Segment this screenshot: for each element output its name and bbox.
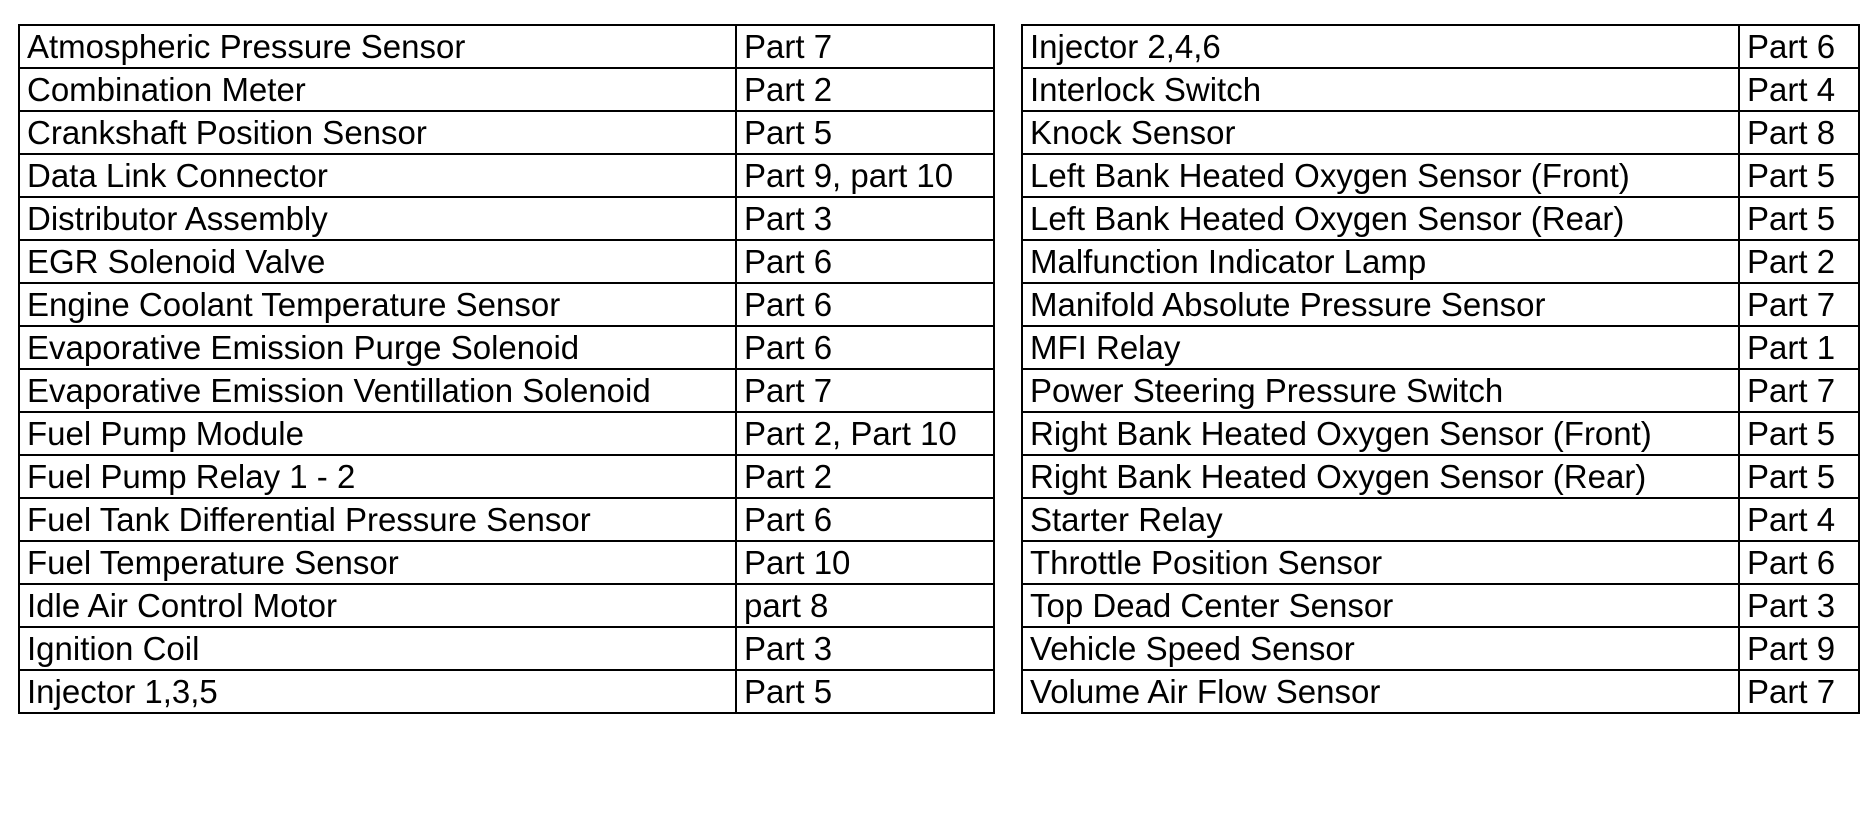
table-row: [1022, 197, 1859, 240]
component-name-cell: Injector 1,3,5: [19, 670, 736, 713]
part-reference-cell: Part 7: [736, 369, 994, 412]
part-reference-cell: Part 7: [736, 25, 994, 68]
part-reference-cell: Part 9: [1739, 627, 1859, 670]
component-name-cell: Left Bank Heated Oxygen Sensor (Rear): [1022, 197, 1739, 240]
part-reference-cell: Part 2, Part 10: [736, 412, 994, 455]
table-row: [1022, 369, 1859, 412]
table-row: [19, 670, 994, 713]
part-reference-cell: Part 3: [736, 197, 994, 240]
component-name-cell: Fuel Pump Relay 1 - 2: [19, 455, 736, 498]
component-name-cell: Left Bank Heated Oxygen Sensor (Front): [1022, 154, 1739, 197]
part-reference-cell: Part 5: [1739, 197, 1859, 240]
table-row: [1022, 670, 1859, 713]
table-row: [19, 68, 994, 111]
component-name-cell: Fuel Temperature Sensor: [19, 541, 736, 584]
part-reference-cell: part 8: [736, 584, 994, 627]
table-row: [19, 154, 994, 197]
component-name-cell: Evaporative Emission Ventillation Solenoid: [19, 369, 736, 412]
component-name-cell: Vehicle Speed Sensor: [1022, 627, 1739, 670]
component-name-cell: Fuel Pump Module: [19, 412, 736, 455]
part-reference-cell: Part 3: [1739, 584, 1859, 627]
table-row: [19, 584, 994, 627]
part-reference-cell: Part 7: [1739, 283, 1859, 326]
table-row: [19, 326, 994, 369]
table-row: [1022, 111, 1859, 154]
component-name-cell: Starter Relay: [1022, 498, 1739, 541]
component-name-cell: Crankshaft Position Sensor: [19, 111, 736, 154]
part-reference-cell: Part 6: [736, 240, 994, 283]
table-row: [1022, 68, 1859, 111]
component-name-cell: Idle Air Control Motor: [19, 584, 736, 627]
component-name-cell: Manifold Absolute Pressure Sensor: [1022, 283, 1739, 326]
table-row: [19, 197, 994, 240]
part-reference-cell: Part 4: [1739, 68, 1859, 111]
part-reference-cell: Part 6: [1739, 25, 1859, 68]
part-reference-cell: Part 7: [1739, 670, 1859, 713]
part-reference-cell: Part 6: [736, 326, 994, 369]
table-row: [19, 498, 994, 541]
part-reference-cell: Part 5: [1739, 154, 1859, 197]
component-name-cell: Knock Sensor: [1022, 111, 1739, 154]
table-row: [1022, 498, 1859, 541]
table-row: [19, 111, 994, 154]
table-row: [19, 455, 994, 498]
table-row: [1022, 25, 1859, 68]
part-reference-cell: Part 2: [1739, 240, 1859, 283]
component-name-cell: Right Bank Heated Oxygen Sensor (Front): [1022, 412, 1739, 455]
table-row: [1022, 584, 1859, 627]
component-name-cell: Throttle Position Sensor: [1022, 541, 1739, 584]
table-row: [19, 541, 994, 584]
part-reference-cell: Part 2: [736, 68, 994, 111]
table-row: [1022, 412, 1859, 455]
component-index-table-right: [1021, 24, 1860, 714]
part-reference-cell: Part 9, part 10: [736, 154, 994, 197]
component-name-cell: MFI Relay: [1022, 326, 1739, 369]
part-reference-cell: Part 6: [1739, 541, 1859, 584]
table-row: [1022, 240, 1859, 283]
table-row: [19, 240, 994, 283]
component-index-body-left: [19, 25, 994, 713]
table-row: [1022, 627, 1859, 670]
component-name-cell: Top Dead Center Sensor: [1022, 584, 1739, 627]
component-name-cell: EGR Solenoid Valve: [19, 240, 736, 283]
part-reference-cell: Part 3: [736, 627, 994, 670]
component-name-cell: Malfunction Indicator Lamp: [1022, 240, 1739, 283]
component-name-cell: Combination Meter: [19, 68, 736, 111]
component-name-cell: Power Steering Pressure Switch: [1022, 369, 1739, 412]
component-name-cell: Fuel Tank Differential Pressure Sensor: [19, 498, 736, 541]
component-name-cell: Evaporative Emission Purge Solenoid: [19, 326, 736, 369]
part-reference-cell: Part 5: [1739, 455, 1859, 498]
table-row: [1022, 455, 1859, 498]
table-row: [19, 283, 994, 326]
component-name-cell: Ignition Coil: [19, 627, 736, 670]
component-name-cell: Injector 2,4,6: [1022, 25, 1739, 68]
part-reference-cell: Part 4: [1739, 498, 1859, 541]
table-row: [19, 627, 994, 670]
table-row: [19, 369, 994, 412]
part-reference-cell: Part 8: [1739, 111, 1859, 154]
table-row: [1022, 326, 1859, 369]
table-row: [1022, 154, 1859, 197]
component-name-cell: Atmospheric Pressure Sensor: [19, 25, 736, 68]
component-name-cell: Engine Coolant Temperature Sensor: [19, 283, 736, 326]
component-name-cell: Volume Air Flow Sensor: [1022, 670, 1739, 713]
part-reference-cell: Part 6: [736, 498, 994, 541]
component-index-table-left: [18, 24, 995, 714]
part-reference-cell: Part 1: [1739, 326, 1859, 369]
part-reference-cell: Part 10: [736, 541, 994, 584]
part-reference-cell: Part 5: [1739, 412, 1859, 455]
component-name-cell: Right Bank Heated Oxygen Sensor (Rear): [1022, 455, 1739, 498]
part-reference-cell: Part 7: [1739, 369, 1859, 412]
part-reference-cell: Part 5: [736, 670, 994, 713]
table-row: [1022, 541, 1859, 584]
table-row: [1022, 283, 1859, 326]
part-reference-cell: Part 2: [736, 455, 994, 498]
part-reference-cell: Part 6: [736, 283, 994, 326]
table-row: [19, 412, 994, 455]
component-index-body-right: [1022, 25, 1859, 713]
component-name-cell: Data Link Connector: [19, 154, 736, 197]
part-reference-cell: Part 5: [736, 111, 994, 154]
table-row: [19, 25, 994, 68]
component-name-cell: Interlock Switch: [1022, 68, 1739, 111]
component-name-cell: Distributor Assembly: [19, 197, 736, 240]
